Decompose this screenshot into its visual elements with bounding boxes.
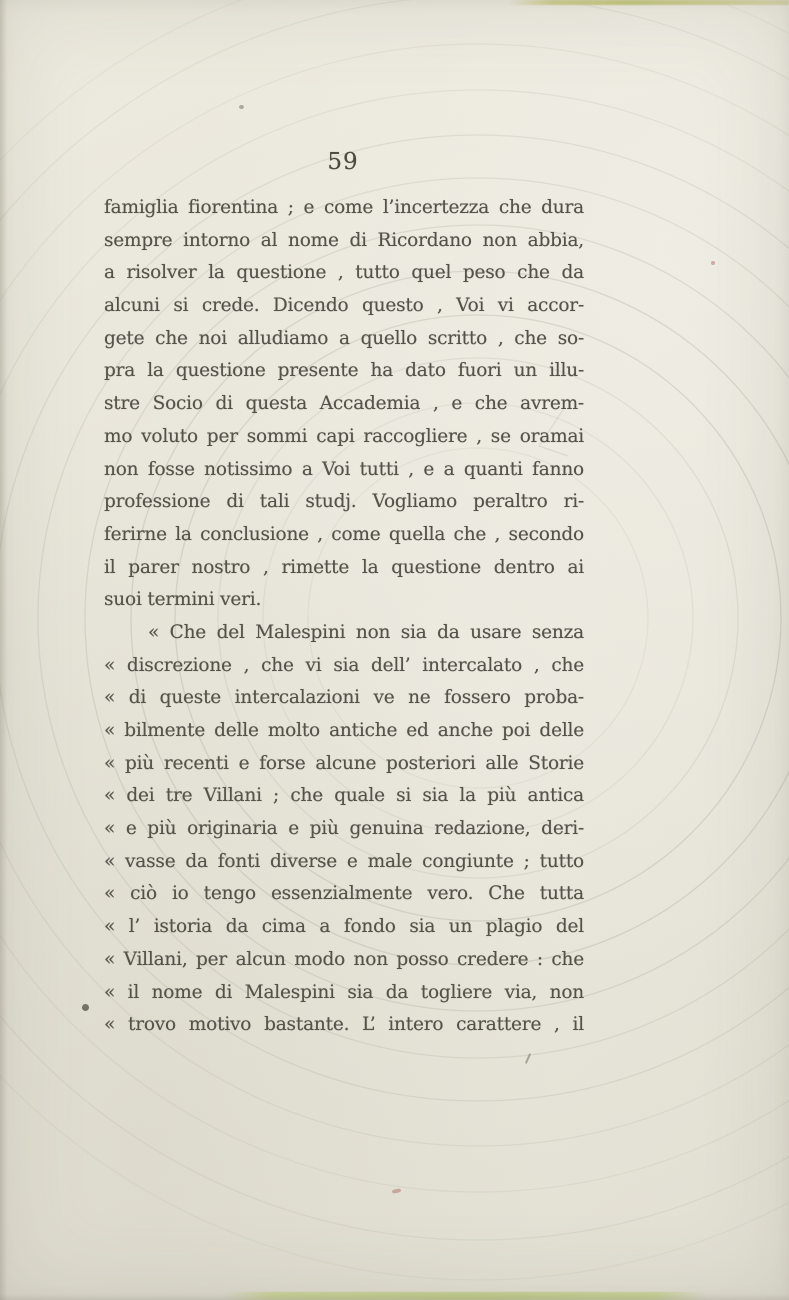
paper-speck (239, 105, 244, 109)
page-edge-shadow-bottom (0, 1294, 789, 1300)
text-line-quote: « discrezione , che vi sia dell’ intercalato , che (104, 654, 584, 676)
text-line-quote: « vasse da fonti diverse e male congiunte ; tutto (104, 850, 584, 872)
text-line-quote: « trovo motivo bastante. L’ intero carattere , il (104, 1014, 584, 1036)
text-line-quote: « Villani, per alcun modo non posso credere : che (104, 948, 584, 970)
paper-speck (392, 1188, 402, 1194)
text-line: stre Socio di questa Accademia , e che avrem- (104, 393, 584, 415)
text-line: sempre intorno al nome di Ricordano non abbia, (104, 229, 584, 251)
text-line: professione di tali studj. Vogliamo peraltro ri- (104, 491, 584, 513)
text-line: suoi termini veri. (104, 589, 262, 611)
text-line-quote-start: « Che del Malespini non sia da usare senza (148, 621, 584, 643)
text-line: famiglia fiorentina ; e come l’incertezza che dura (104, 197, 584, 218)
text-line-quote: « e più originaria e più genuina redazione, deri- (104, 818, 584, 840)
text-line: ferirne la conclusione , come quella che , secondo (104, 523, 584, 545)
text-line: gete che noi alludiamo a quello scritto , che so- (104, 327, 584, 349)
page-edge-shadow-left (0, 0, 7, 1300)
paper-speck (82, 1004, 89, 1011)
text-line: alcuni si crede. Dicendo questo , Voi vi accor- (104, 295, 584, 317)
scan-stain-top (508, 0, 789, 5)
text-line: mo voluto per sommi capi raccogliere , se oramai (104, 425, 584, 447)
text-line-quote: « bilmente delle molto antiche ed anche poi delle (104, 720, 584, 741)
text-line: a risolver la questione , tutto quel peso che da (104, 262, 584, 284)
text-line-quote: « ciò io tengo essenzialmente vero. Che tutta (104, 883, 584, 905)
text-line: non fosse notissimo a Voi tutti , e a quanti fanno (104, 458, 584, 480)
text-line-quote: « il nome di Malespini sia da togliere via, non (104, 981, 584, 1003)
text-line-quote: « di queste intercalazioni ve ne fossero proba- (104, 687, 584, 709)
text-line-quote: « l’ istoria da cima a fondo sia un plagio del (104, 916, 584, 938)
paper-speck (711, 261, 715, 265)
text-line-quote: « dei tre Villani ; che quale si sia la più antica (104, 785, 584, 807)
text-line-quote: « più recenti e forse alcune posteriori alle Storie (104, 752, 584, 774)
page-number: 59 (327, 149, 359, 175)
body-text (104, 192, 584, 1042)
text-line: pra la questione presente ha dato fuori un illu- (104, 360, 584, 382)
text-line: il parer nostro , rimette la questione dentro ai (104, 556, 584, 578)
paper-speck (525, 1053, 531, 1064)
